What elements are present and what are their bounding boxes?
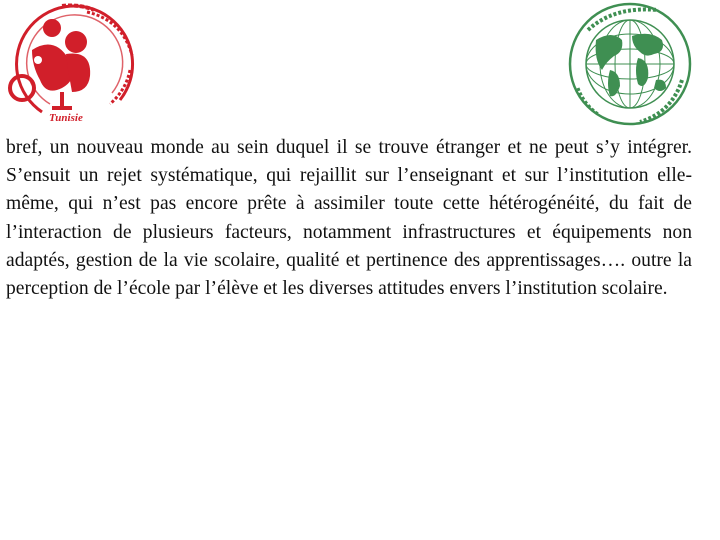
world-family-organization-logo (554, 0, 706, 128)
tunisian-organization-logo (2, 0, 147, 125)
body-paragraph: bref, un nouveau monde au sein duquel il se trouve étranger et ne peut s’y intégrer. S’ensuit un rejet systématique, qui rejaillit sur l’enseignant et sur l’institution elle-même, qui n’est pas encore prête à assimiler toute cette hétérogénéité, du fait de l’interaction de plusieurs facteurs, notamment infrastructures et équipements non adaptés, gestion de la vie scolaire, qualité et pertinence des apprentissages…. outre la perception de l’école par l’élève et les diverses attitudes envers l’institution scolaire. (6, 137, 692, 300)
world-family-organization-emblem (554, 0, 706, 128)
svg-text:Tunisie: Tunisie (49, 112, 83, 124)
tunisian-organization-emblem (2, 0, 147, 125)
